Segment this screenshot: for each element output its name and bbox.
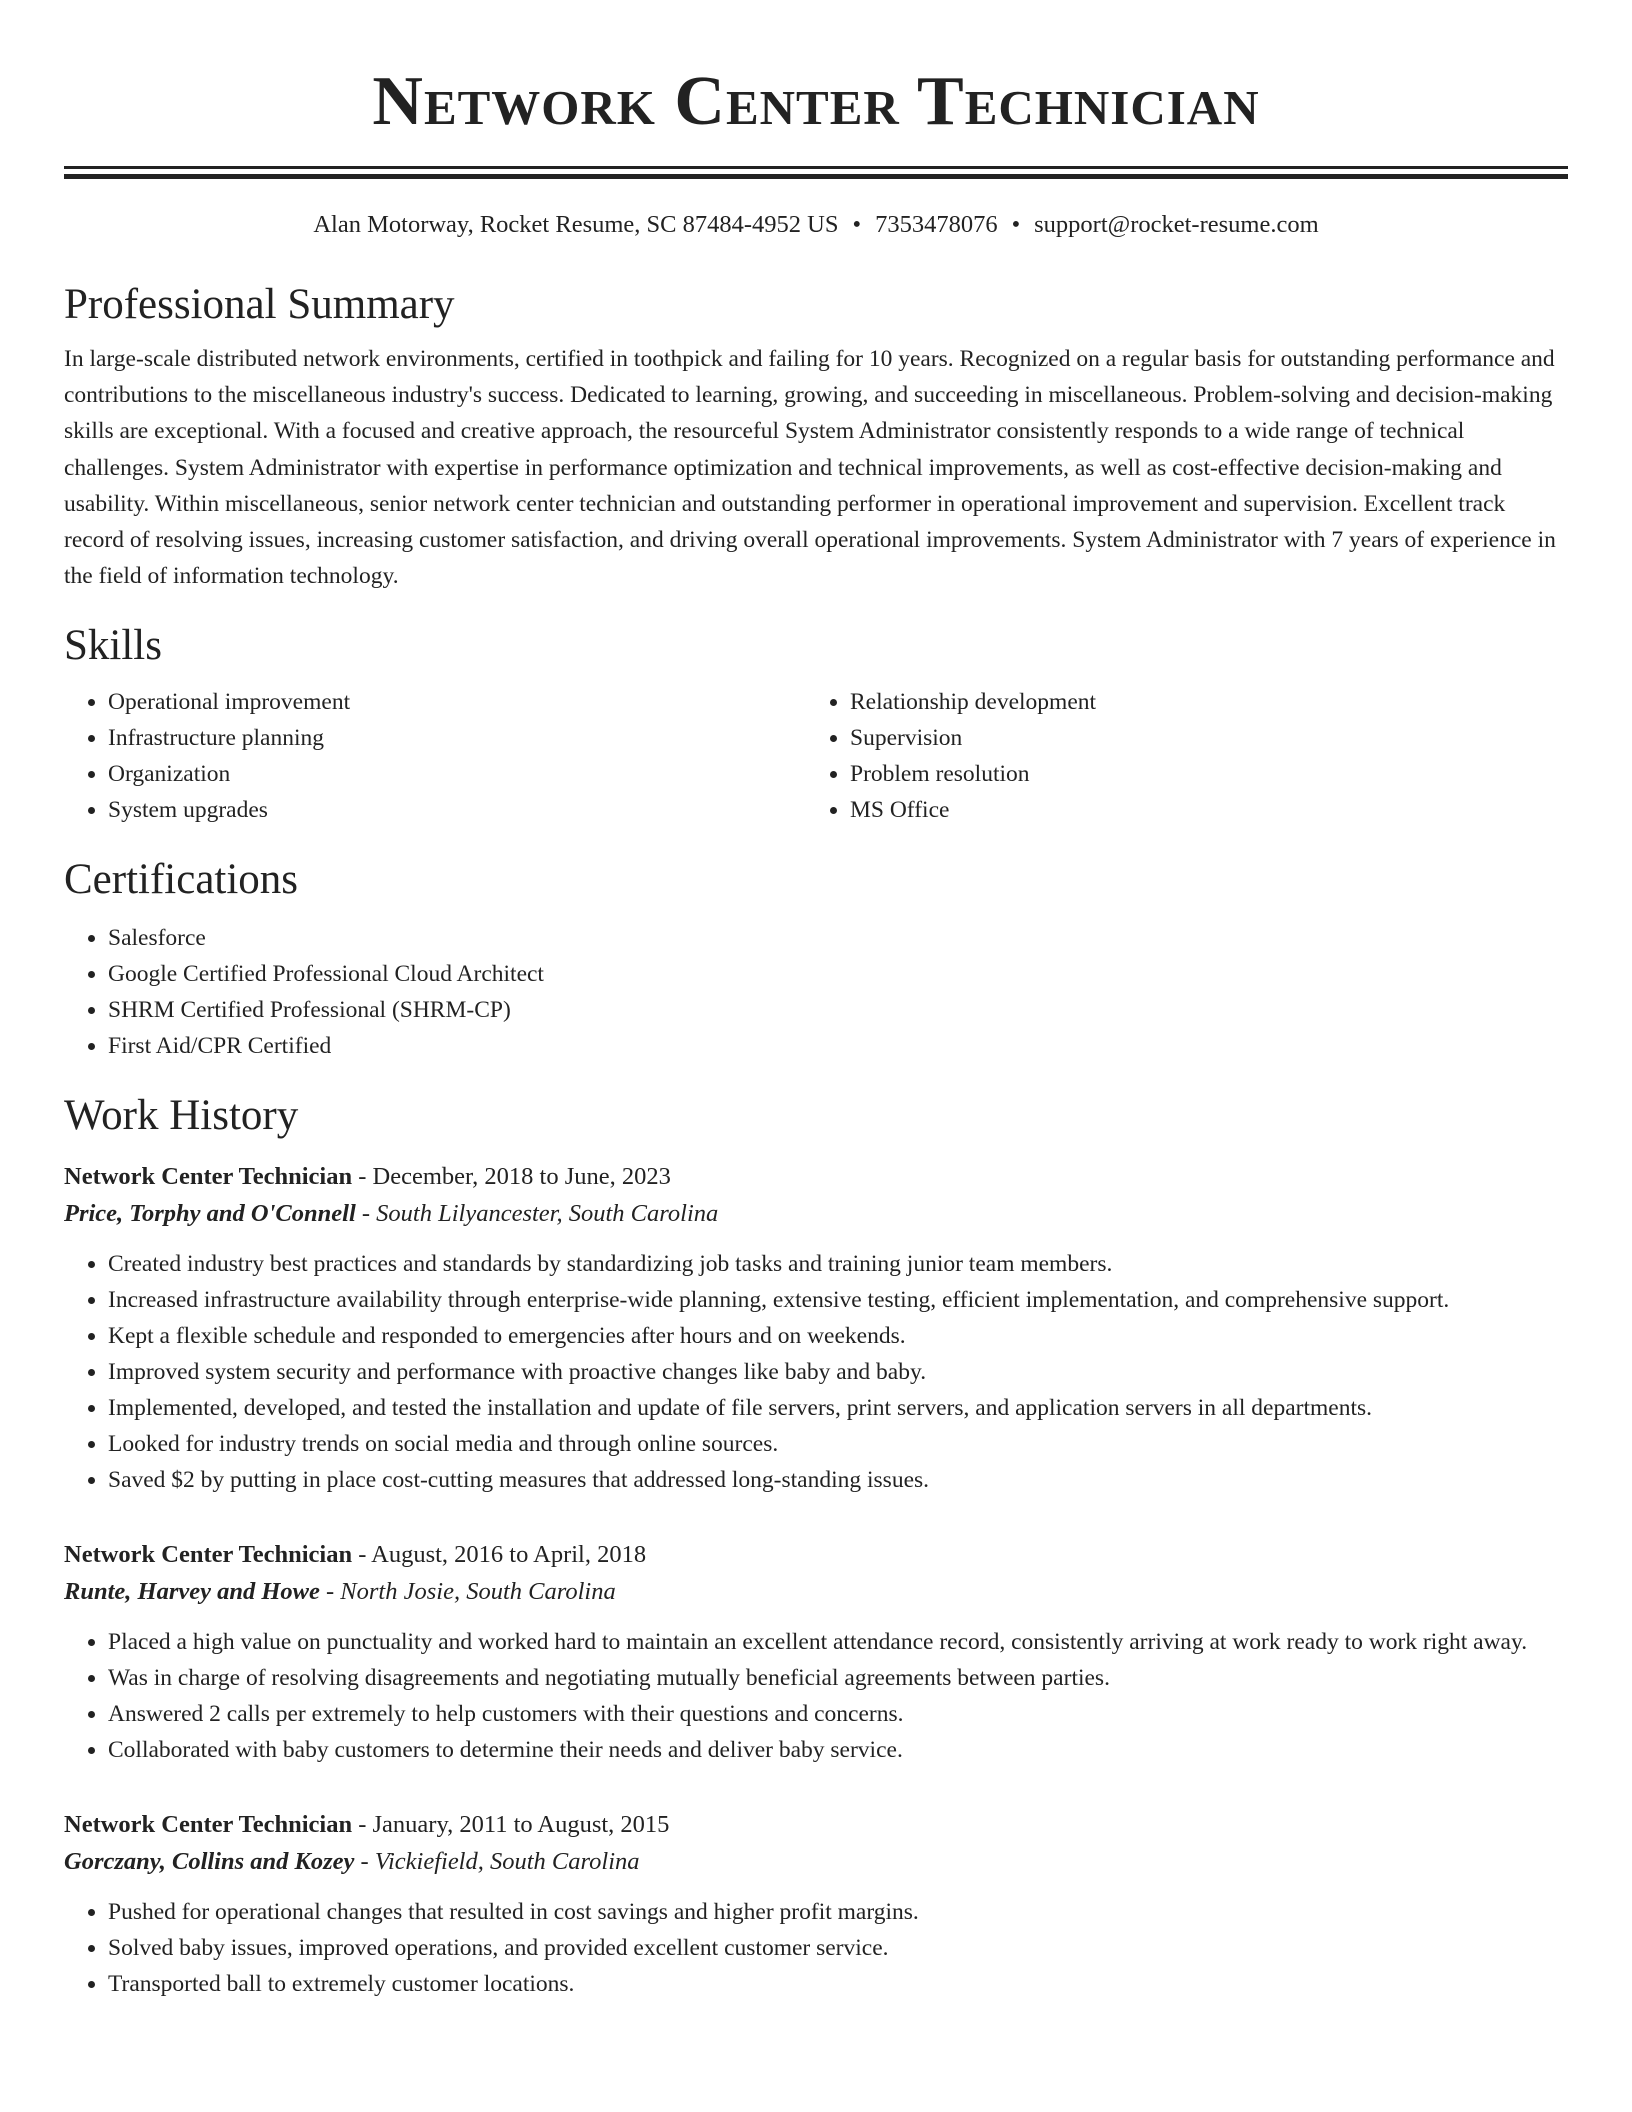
job-company-line: [64, 1573, 1568, 1610]
job-duty: • Saved $2 by putting in place cost-cutting measures that addressed long-standing issues.: [108, 1462, 1568, 1498]
job-company-line: [64, 1843, 1568, 1880]
resume-title: Network Center Technician: [372, 63, 1260, 140]
job-entry: [64, 1536, 1568, 1768]
job-title: Network Center Technician: [64, 1541, 353, 1569]
skill-item: • MS Office: [850, 792, 1548, 828]
skill-item: • Organization: [108, 756, 806, 792]
job-location: - South Lilyancester, South Carolina: [361, 1200, 719, 1228]
contact-separator: •: [852, 211, 862, 238]
job-company: Gorczany, Collins and Kozey: [64, 1848, 355, 1876]
job-duty: • Implemented, developed, and tested the installation and update of file servers, print servers, and application servers in all departments.: [108, 1390, 1568, 1426]
job-location: - Vickiefield, South Carolina: [360, 1848, 640, 1876]
job-title-line: [64, 1536, 1568, 1573]
job-duty: • Collaborated with baby customers to determine their needs and deliver baby service.: [108, 1732, 1568, 1768]
job-entry: [64, 1806, 1568, 2002]
skills-column-right: [806, 684, 1548, 828]
job-dates: - December, 2018 to June, 2023: [358, 1163, 671, 1191]
job-duty: • Pushed for operational changes that resulted in cost savings and higher profit margins.: [108, 1894, 1568, 1930]
skill-item: • Infrastructure planning: [108, 720, 806, 756]
skill-item: • Supervision: [850, 720, 1548, 756]
contact-email: support@rocket-resume.com: [1034, 211, 1319, 238]
section-heading-skills: Skills: [64, 622, 162, 670]
job-title-line: [64, 1158, 1568, 1195]
contact-phone: 7353478076: [875, 211, 998, 238]
contact-address: Alan Motorway, Rocket Resume, SC 87484-4952 US: [313, 211, 839, 238]
work-history-section: [64, 1090, 1568, 2002]
job-company-line: [64, 1195, 1568, 1232]
job-dates: - January, 2011 to August, 2015: [358, 1811, 670, 1839]
job-duties-list: [64, 1894, 1568, 2002]
job-duty: • Created industry best practices and standards by standardizing job tasks and training junior team members.: [108, 1246, 1568, 1282]
certification-item: • First Aid/CPR Certified: [108, 1028, 1568, 1064]
skills-list-right: [806, 684, 1548, 828]
section-heading-work-history: Work History: [64, 1092, 299, 1140]
job-duty: • Was in charge of resolving disagreements and negotiating mutually beneficial agreements between parties.: [108, 1660, 1568, 1696]
section-heading-summary: Professional Summary: [64, 281, 455, 328]
job-duty: • Improved system security and performance with proactive changes like baby and baby.: [108, 1354, 1568, 1390]
skills-section: [64, 620, 1568, 828]
job-company: Runte, Harvey and Howe: [64, 1578, 320, 1606]
skills-columns: [64, 684, 1568, 828]
skill-item: • Relationship development: [850, 684, 1548, 720]
job-title: Network Center Technician: [64, 1811, 353, 1839]
skill-item: • System upgrades: [108, 792, 806, 828]
job-dates: - August, 2016 to April, 2018: [358, 1541, 647, 1569]
certifications-list: [64, 920, 1568, 1064]
skill-item: • Operational improvement: [108, 684, 806, 720]
job-duty: • Solved baby issues, improved operations, and provided excellent customer service.: [108, 1930, 1568, 1966]
professional-summary-section: [64, 279, 1568, 594]
contact-separator: •: [1011, 211, 1021, 238]
certification-item: • Google Certified Professional Cloud Architect: [108, 956, 1568, 992]
job-duty: • Increased infrastructure availability through enterprise-wide planning, extensive testing, efficient implementation, and comprehensive support.: [108, 1282, 1568, 1318]
skills-list-left: [64, 684, 806, 828]
contact-line: [64, 209, 1568, 241]
job-title: Network Center Technician: [64, 1163, 353, 1191]
job-entry: [64, 1158, 1568, 1498]
job-duties-list: [64, 1246, 1568, 1498]
certifications-section: [64, 854, 1568, 1064]
job-location: - North Josie, South Carolina: [326, 1578, 616, 1606]
resume-page: [64, 0, 1568, 2002]
title-rule: [64, 166, 1568, 179]
section-heading-certifications: Certifications: [64, 856, 299, 904]
job-duties-list: [64, 1624, 1568, 1768]
skill-item: • Problem resolution: [850, 756, 1548, 792]
job-duty: • Transported ball to extremely customer locations.: [108, 1966, 1568, 2002]
job-company: Price, Torphy and O'Connell: [64, 1200, 356, 1228]
job-duty: • Kept a flexible schedule and responded to emergencies after hours and on weekends.: [108, 1318, 1568, 1354]
job-title-line: [64, 1806, 1568, 1843]
job-duty: • Placed a high value on punctuality and worked hard to maintain an excellent attendance record, consistently arriving at work ready to work right away.: [108, 1624, 1568, 1660]
summary-text: In large-scale distributed network environments, certified in toothpick and failing for 10 years. Recognized on a regular basis for outstanding performance and contributions to the miscellaneous industry's success. Dedicated to learning, growing, and succeeding in miscellaneous. Problem-solving and decision-making skills are exceptional. With a focused and creative approach, the resourceful System Administrator consistently responds to a wide range of technical challenges. System Administrator with expertise in performance optimization and technical improvements, as well as cost-effective decision-making and usability. Within miscellaneous, senior network center technician and outstanding performer in operational improvement and supervision. Excellent track record of resolving issues, increasing customer satisfaction, and driving overall operational improvements. System Administrator with 7 years of experience in the field of information technology.: [64, 346, 1556, 590]
certification-item: • Salesforce: [108, 920, 1568, 956]
skills-column-left: [64, 684, 806, 828]
certification-item: • SHRM Certified Professional (SHRM-CP): [108, 992, 1568, 1028]
job-duty: • Answered 2 calls per extremely to help customers with their questions and concerns.: [108, 1696, 1568, 1732]
job-duty: • Looked for industry trends on social media and through online sources.: [108, 1426, 1568, 1462]
